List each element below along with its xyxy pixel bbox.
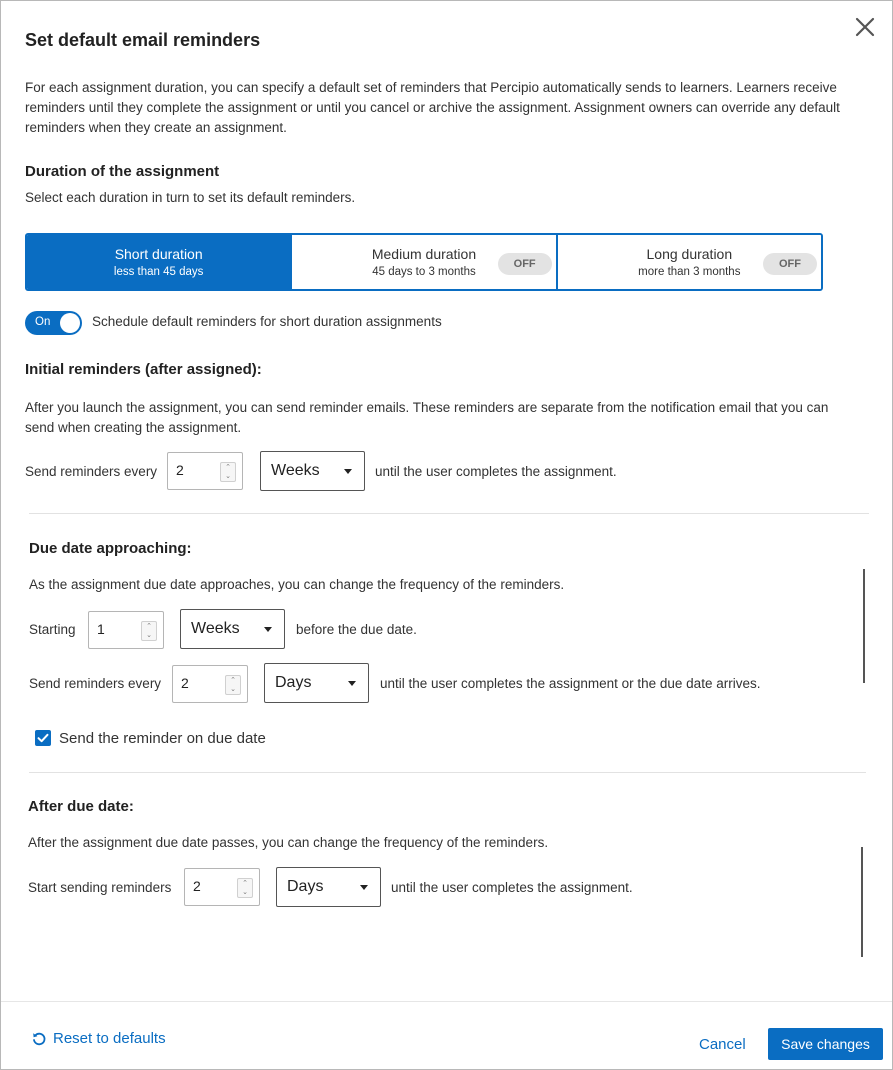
after-due-description: After the assignment due date passes, you can change the frequency of the reminders.	[28, 835, 549, 850]
section-divider	[29, 513, 869, 514]
starting-prefix: Starting	[29, 622, 76, 637]
chevron-down-icon	[344, 469, 352, 474]
starting-input[interactable]	[97, 621, 137, 637]
status-badge: OFF	[763, 253, 817, 275]
duration-description: Select each duration in turn to set its default reminders.	[25, 190, 356, 205]
select-value: Weeks	[271, 462, 320, 479]
tab-short-duration[interactable]	[27, 235, 292, 289]
due-approaching-heading: Due date approaching:	[29, 540, 192, 557]
chevron-down-icon	[264, 627, 272, 632]
initial-suffix: until the user completes the assignment.	[375, 464, 617, 479]
dialog-title: Set default email reminders	[25, 30, 261, 50]
reset-label: Reset to defaults	[53, 1030, 166, 1047]
spinner-icon[interactable]: ⌃ ⌄	[237, 878, 253, 898]
after-due-suffix: until the user completes the assignment.	[391, 880, 633, 895]
checkbox-label: Send the reminder on due date	[59, 730, 266, 747]
initial-interval-input[interactable]	[176, 462, 216, 478]
spinner-icon[interactable]: ⌃ ⌄	[220, 462, 236, 482]
every-input[interactable]	[181, 675, 221, 691]
select-value: Weeks	[191, 620, 240, 637]
select-value: Days	[287, 878, 324, 895]
scrollbar[interactable]	[861, 847, 863, 957]
after-due-stepper[interactable]	[184, 868, 260, 906]
initial-heading: Initial reminders (after assigned):	[25, 361, 262, 378]
starting-unit-select[interactable]	[180, 609, 285, 649]
schedule-toggle[interactable]	[25, 311, 82, 335]
close-icon[interactable]	[851, 13, 879, 41]
tab-sublabel: more than 3 months	[638, 266, 741, 278]
every-unit-select[interactable]	[264, 663, 369, 703]
reset-icon	[31, 1031, 47, 1047]
every-stepper[interactable]	[172, 665, 248, 703]
toggle-knob	[60, 313, 80, 333]
tab-sublabel: less than 45 days	[113, 266, 204, 278]
after-due-unit-select[interactable]	[276, 867, 381, 907]
initial-interval-stepper[interactable]	[167, 452, 243, 490]
toggle-state-label: On	[35, 316, 51, 328]
initial-description: After you launch the assignment, you can send reminder emails. These reminders are separate from the notification email that you can send when creating the assignment.	[25, 400, 829, 435]
save-changes-button[interactable]: Save changes	[768, 1028, 883, 1060]
spinner-icon[interactable]: ⌃ ⌄	[225, 675, 241, 695]
after-due-prefix: Start sending reminders	[28, 880, 172, 895]
spinner-icon[interactable]: ⌃ ⌄	[141, 621, 157, 641]
status-badge: OFF	[498, 253, 552, 275]
tab-long-duration[interactable]	[558, 235, 821, 289]
starting-stepper[interactable]	[88, 611, 164, 649]
after-due-heading: After due date:	[28, 798, 134, 815]
chevron-down-icon	[348, 681, 356, 686]
scrollbar[interactable]	[863, 569, 865, 683]
select-value: Days	[275, 674, 312, 691]
section-divider	[29, 772, 866, 773]
chevron-down-icon	[360, 885, 368, 890]
duration-heading: Duration of the assignment	[25, 163, 220, 180]
tab-medium-duration[interactable]	[292, 235, 557, 289]
footer-divider	[1, 1001, 892, 1002]
reset-defaults-button[interactable]	[31, 1030, 166, 1047]
tab-sublabel: 45 days to 3 months	[372, 266, 476, 278]
intro-text: For each assignment duration, you can specify a default set of reminders that Percipio automatically sends to learners. Learners receive reminders until they complete the assignment or until you cancel or archive the assignment. Assignment owners can override any default reminders when they create an assignment.	[25, 80, 840, 135]
every-prefix: Send reminders every	[29, 676, 162, 691]
after-due-input[interactable]	[193, 878, 233, 894]
cancel-button[interactable]: Cancel	[699, 1036, 746, 1053]
tab-label: Short duration	[114, 246, 203, 262]
initial-unit-select[interactable]	[260, 451, 365, 491]
initial-prefix: Send reminders every	[25, 464, 158, 479]
starting-suffix: before the due date.	[296, 622, 417, 637]
every-suffix: until the user completes the assignment or the due date arrives.	[380, 676, 761, 691]
duration-selector	[25, 233, 823, 291]
due-approaching-description: As the assignment due date approaches, you can change the frequency of the reminders.	[29, 577, 565, 592]
tab-label: Medium duration	[371, 246, 477, 262]
due-date-checkbox[interactable]	[35, 730, 51, 746]
tab-label: Long duration	[646, 246, 733, 262]
toggle-label: Schedule default reminders for short duration assignments	[92, 314, 442, 329]
